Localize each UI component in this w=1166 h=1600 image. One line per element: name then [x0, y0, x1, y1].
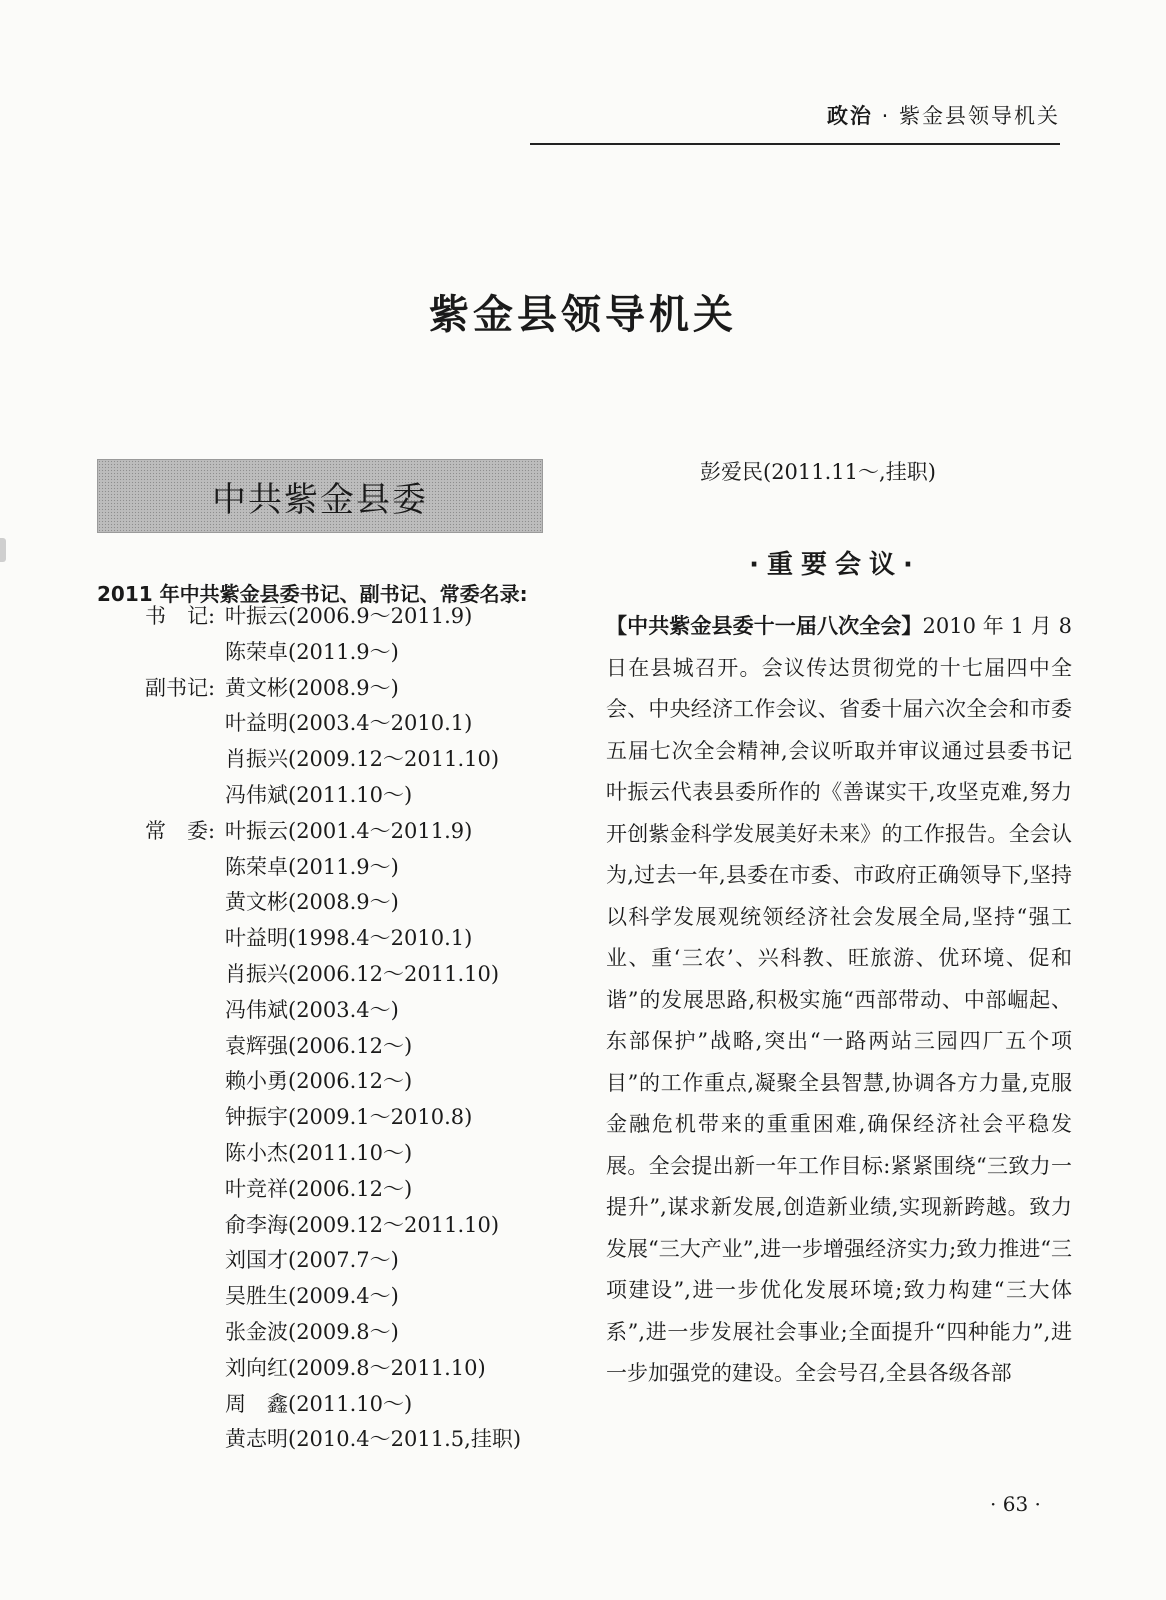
page-title: 紫金县领导机关: [429, 291, 737, 338]
roster-entry: 俞李海(2009.12～2011.10): [225, 1212, 500, 1237]
roster-entry: 周 鑫(2011.10～): [225, 1391, 413, 1416]
roster-line: [0, 1386, 560, 1422]
roster-entry: 冯伟斌(2003.4～): [225, 997, 399, 1022]
roster-line: [0, 1028, 560, 1064]
running-head-section: 紫金县领导机关: [899, 104, 1060, 128]
roster-line: [0, 705, 560, 741]
roster-entry: 张金波(2009.8～): [225, 1320, 399, 1344]
roster-line: [0, 1314, 560, 1350]
roster-line: [0, 992, 560, 1028]
roster-continued-entry: 彭爱民(2011.11～,挂职): [700, 460, 936, 484]
meeting-article-lead: 【中共紫金县委十一届八次全会】: [606, 614, 923, 638]
roster-line: [0, 956, 560, 992]
roster-line: [0, 1135, 560, 1171]
roster-line: [0, 634, 560, 670]
scan-binding-mark: [0, 538, 6, 562]
roster-line: [0, 741, 560, 777]
roster-entry: 叶振云(2006.9～2011.9): [225, 604, 473, 628]
roster-line: [0, 1063, 560, 1099]
section-banner-title: 中共紫金县委: [212, 480, 428, 520]
roster-line: [0, 1242, 560, 1278]
roster-line: [0, 920, 560, 956]
meeting-article-body: 2010 年 1 月 8 日在县城召开。会议传达贯彻党的十七届四中全会、中央经济工作会议、省委十届六次全会和市委五届七次全会精神,会议听取并审议通过县委书记叶振云代表县委所作的《善谋实干,攻坚克难,努力开创紫金科学发展美好未来》的工作报告。全会认为,过去一年,县委在市委、市政府正确领导下,坚持以科学发展观统领经济社会发展全局,坚持“强工业、重‘三农’、兴科教、旺旅游、优环境、促和谐”的发展思路,积极实施“西部带动、中部崛起、东部保护”战略,突出“一路两站三园四厂五个项目”的工作重点,凝聚全县智慧,协调各方力量,克服金融危机带来的重重困难,确保经济社会平稳发展。全会提出新一年工作目标:紧紧围绕“三致力一提升”,谋求新发展,创造新业绩,实现新跨越。致力发展“三大产业”,进一步增强经济实力;致力推进“三项建设”,进一步优化发展环境;致力构建“三大体系”,进一步发展社会事业;全面提升“四种能力”,进一步加强党的建设。全会号召,全县各级各部: [606, 614, 1073, 1385]
roster-entry: 吴胜生(2009.4～): [225, 1284, 399, 1309]
roster-entry: 陈荣卓(2011.9～): [225, 639, 399, 664]
roster-entry: 陈荣卓(2011.9～): [225, 854, 399, 879]
roster-line: [0, 1421, 560, 1457]
page-number: · 63 ·: [990, 1492, 1041, 1516]
running-head-category: 政治: [826, 104, 873, 128]
roster-entry: 钟振宇(2009.1～2010.8): [225, 1105, 473, 1130]
running-head-separator: ·: [881, 104, 891, 128]
roster-entry: 冯伟斌(2011.10～): [225, 783, 413, 807]
roster-entry: 黄文彬(2008.9～): [225, 890, 399, 915]
roster-line: [0, 777, 560, 813]
meetings-heading: ·重要会议·: [749, 550, 921, 580]
roster-entry: 叶振云(2001.4～2011.9): [225, 818, 473, 843]
roster-entry: 刘向红(2009.8～2011.10): [225, 1355, 486, 1380]
roster-entry: 叶益明(2003.4～2010.1): [225, 711, 473, 736]
roster-line: [0, 884, 560, 920]
roster-line: [0, 1171, 560, 1207]
roster-role: 副书记:: [145, 675, 216, 700]
roster-entry: 赖小勇(2006.12～): [225, 1069, 413, 1094]
roster-role: 常 委:: [145, 818, 216, 843]
roster-entry: 叶竞祥(2006.12～): [225, 1176, 413, 1201]
roster-line: [0, 598, 560, 634]
roster-entry: 黄文彬(2008.9～): [225, 675, 399, 700]
roster-line: [0, 1099, 560, 1135]
roster-line: [0, 1350, 560, 1386]
header-rule: [530, 143, 1060, 145]
roster-entry: 叶益明(1998.4～2010.1): [225, 926, 473, 951]
roster-entry: 陈小杰(2011.10～): [225, 1141, 413, 1165]
roster-line: [0, 813, 560, 849]
roster-entry: 肖振兴(2006.12～2011.10): [225, 962, 500, 986]
roster-heading: 2011 年中共紫金县委书记、副书记、常委名录:: [97, 582, 528, 606]
roster-entry: 袁辉强(2006.12～): [225, 1033, 413, 1058]
running-head: [530, 100, 1060, 130]
roster-line: [0, 849, 560, 885]
roster-entry: 肖振兴(2009.12～2011.10): [225, 747, 500, 772]
meeting-article: [606, 606, 1072, 1395]
roster-line: [0, 670, 560, 706]
roster-entry: 黄志明(2010.4～2011.5,挂职): [225, 1427, 522, 1452]
roster-entry: 刘国才(2007.7～): [225, 1248, 399, 1273]
roster-line: [0, 1207, 560, 1243]
roster-role: 书 记:: [145, 604, 216, 628]
roster-line: [0, 1278, 560, 1314]
